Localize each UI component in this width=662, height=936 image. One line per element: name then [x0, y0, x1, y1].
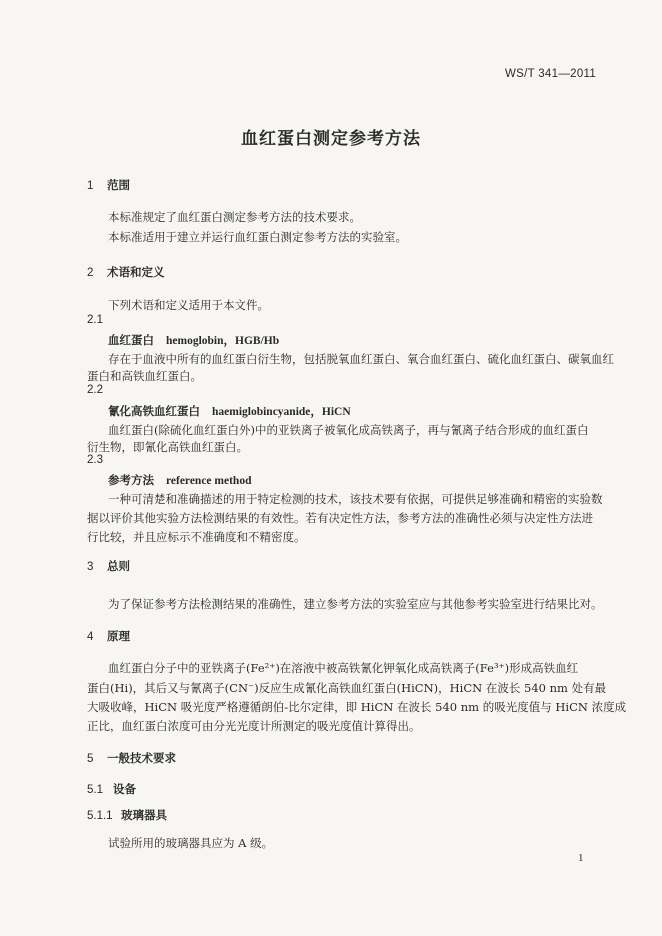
term-en: reference method: [166, 475, 252, 487]
paragraph-line: 据以评价其他实验方法检测结果的有效性。若有决定性方法，参考方法的准确性必须与决定性方法进: [87, 511, 593, 525]
paragraph-line: 大吸收峰，HiCN 吸光度严格遵循朗伯-比尔定律，即 HiCN 在波长 540 nm 的吸光度值与 HiCN 浓度成: [87, 700, 627, 714]
term-zh: 氰化高铁血红蛋白: [108, 404, 200, 418]
subsection-number: 2.1: [87, 314, 103, 326]
paragraph-line: 一种可清楚和准确描述的用于特定检测的技术，该技术要有依据，可提供足够准确和精密的实验数: [108, 492, 603, 506]
section-4-heading: [87, 628, 130, 644]
section-number: 3: [87, 561, 94, 573]
section-5-1-heading: [87, 781, 136, 797]
section-3-heading: [87, 558, 130, 574]
paragraph-line: 为了保证参考方法检测结果的准确性，建立参考方法的实验室应与其他参考实验室进行结果比对。: [108, 597, 603, 611]
paragraph-line: 存在于血液中所有的血红蛋白衍生物，包括脱氧血红蛋白、氧合血红蛋白、硫化血红蛋白、碳氧血红: [108, 352, 614, 366]
document-title: 血红蛋白测定参考方法: [241, 129, 421, 149]
subsection-number: 2.3: [87, 454, 103, 466]
section-number: 5: [87, 753, 94, 765]
page-number: 1: [578, 852, 584, 864]
section-2-heading: [87, 264, 165, 280]
paragraph-line: 下列术语和定义适用于本文件。: [108, 298, 269, 312]
section-title: 术语和定义: [107, 265, 165, 279]
section-number: 5.1: [87, 784, 103, 796]
section-title: 玻璃器具: [121, 808, 167, 822]
term-heading: [108, 472, 251, 488]
subsection-number: 2.2: [87, 384, 103, 396]
term-heading: [108, 403, 351, 419]
term-zh: 血红蛋白: [108, 333, 154, 347]
term-zh: 参考方法: [108, 473, 154, 487]
term-heading: [108, 332, 279, 348]
term-en: haemiglobincyanide，HiCN: [212, 406, 351, 418]
section-title: 原理: [107, 629, 130, 643]
paragraph-line: 试验所用的玻璃器具应为 A 级。: [108, 836, 274, 850]
section-title: 一般技术要求: [107, 751, 176, 765]
paragraph-line: 蛋白(Hi)，其后又与氰离子(CN⁻)反应生成氰化高铁血红蛋白(HiCN)，HiCN 在波长 540 nm 处有最: [87, 681, 607, 695]
section-number: 2: [87, 267, 94, 279]
section-5-1-1-heading: [87, 807, 167, 823]
paragraph-line: 行比较，并且应标示不准确度和不精密度。: [87, 530, 306, 544]
section-title: 范围: [107, 178, 130, 192]
section-number: 1: [87, 180, 94, 192]
paragraph-line: 正比，血红蛋白浓度可由分光光度计所测定的吸光度值计算得出。: [87, 719, 421, 733]
section-number: 4: [87, 631, 94, 643]
section-title: 设备: [113, 782, 136, 796]
section-1-heading: [87, 177, 130, 193]
paragraph-line: 血红蛋白分子中的亚铁离子(Fe²⁺)在溶液中被高铁氰化钾氧化成高铁离子(Fe³⁺)形成高铁血红: [108, 661, 579, 675]
paragraph-line: 血红蛋白(除硫化血红蛋白外)中的亚铁离子被氧化成高铁离子，再与氰离子结合形成的血红蛋白: [108, 423, 589, 437]
section-5-heading: [87, 750, 176, 766]
paragraph-line: 本标准适用于建立并运行血红蛋白测定参考方法的实验室。: [108, 230, 407, 244]
section-title: 总则: [107, 559, 130, 573]
section-number: 5.1.1: [87, 810, 113, 822]
standard-number: WS/T 341—2011: [505, 68, 597, 80]
paragraph-line: 本标准规定了血红蛋白测定参考方法的技术要求。: [108, 210, 361, 224]
paragraph-line: 蛋白和高铁血红蛋白。: [87, 369, 202, 383]
term-en: hemoglobin，HGB/Hb: [166, 335, 280, 347]
paragraph-line: 衍生物，即氰化高铁血红蛋白。: [87, 440, 248, 454]
